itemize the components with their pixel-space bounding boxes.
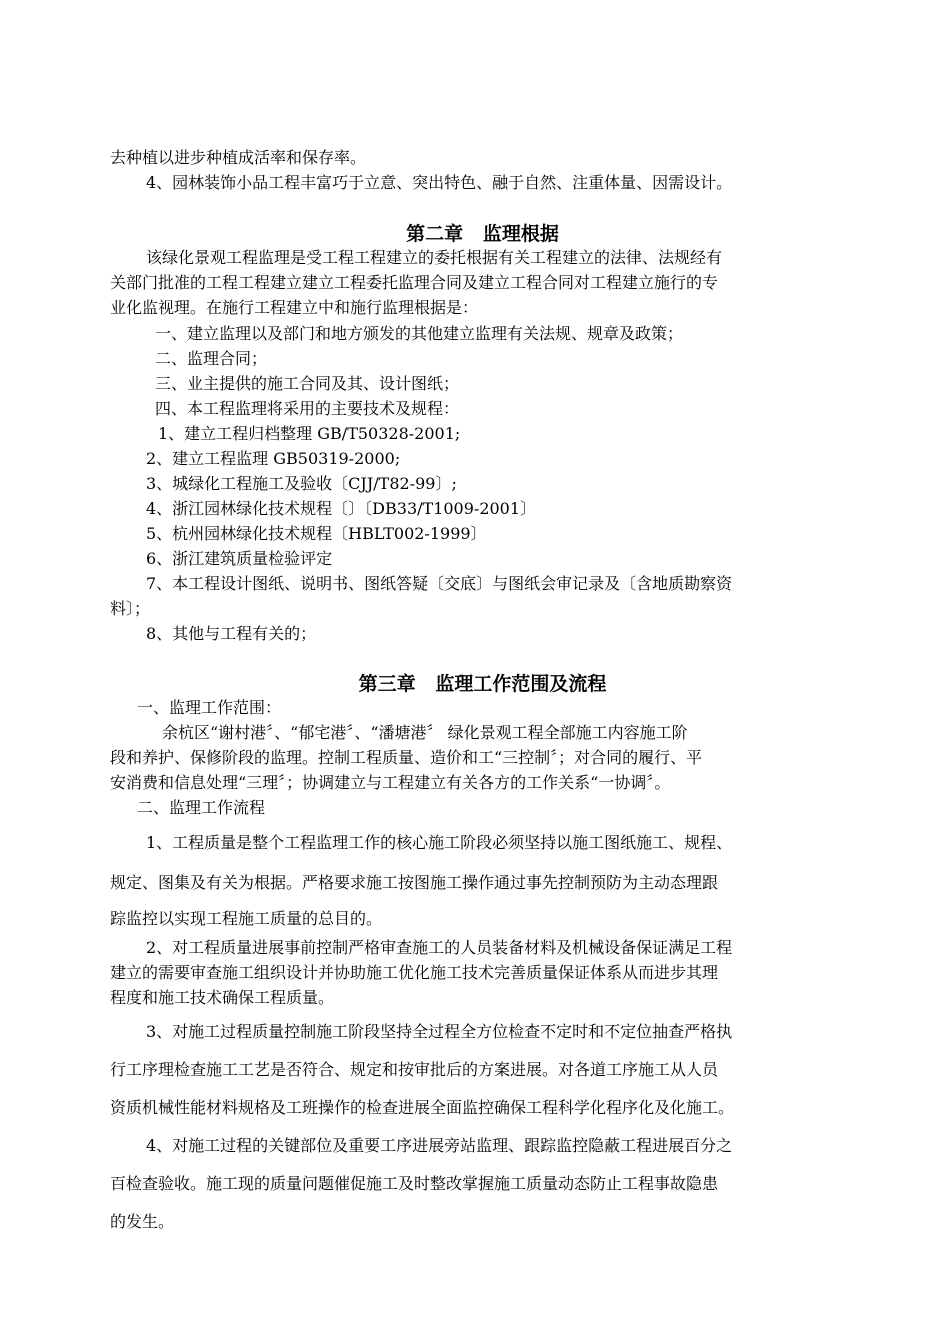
basis-item: 6、浙江建筑质量检验评定 xyxy=(146,549,333,568)
flow-para-2-line: 程度和施工技术确保工程质量。 xyxy=(110,988,335,1007)
flow-para-2-line: 建立的需要审查施工组织设计并协助施工优化施工技术完善质量保证体系从而进步其理 xyxy=(110,963,719,982)
basis-item: 2、建立工程监理 GB50319-2000; xyxy=(146,449,401,468)
scope-line: 余杭区“谢村港〞、“郁宅港〞、“潘塘港〞 绿化景观工程全部施工内容施工阶 xyxy=(162,723,688,742)
chapter-2-para-line: 该绿化景观工程监理是受工程工程建立的委托根据有关工程建立的法律、法规经有 xyxy=(146,248,723,267)
flow-para-1-line: 踪监控以实现工程施工质量的总目的。 xyxy=(110,909,383,928)
chapter-2-para-line: 业化监视理。在施行工程建立中和施行监理根据是： xyxy=(110,298,479,317)
flow-para-4-line: 的发生。 xyxy=(110,1212,175,1231)
scope-heading: 一、监理工作范围： xyxy=(137,698,282,717)
chapter-2-title: 第二章 监理根据 xyxy=(406,223,559,245)
basis-item: 四、本工程监理将采用的主要技术及规程： xyxy=(155,399,460,418)
flow-para-2-line: 2、对工程质量进展事前控制严格审查施工的人员装备材料及机械设备保证满足工程 xyxy=(146,938,733,957)
flow-para-1-line: 规定、图集及有关为根据。严格要求施工按图施工操作通过事先控制预防为主动态理跟 xyxy=(110,873,719,892)
basis-item: 7、本工程设计图纸、说明书、图纸答疑〔交底〕与图纸会审记录及〔含地质勘察资 xyxy=(146,574,733,593)
intro-line-1: 去种植以进步种植成活率和保存率。 xyxy=(110,148,367,167)
scope-line: 安消费和信息处理“三理〞；协调建立与工程建立有关各方的工作关系“一协调〞。 xyxy=(110,773,671,792)
flow-para-4-line: 百检查验收。施工现的质量问题催促施工及时整改掌握施工质量动态防止工程事故隐患 xyxy=(110,1174,719,1193)
scope-line: 段和养护、保修阶段的监理。控制工程质量、造价和工“三控制〞；对合同的履行、平 xyxy=(110,748,703,767)
basis-item: 8、其他与工程有关的； xyxy=(146,624,317,643)
basis-item: 二、监理合同； xyxy=(155,349,268,368)
basis-item: 料〕； xyxy=(110,599,151,618)
flow-para-3-line: 资质机械性能材料规格及工班操作的检查进展全面监控确保工程科学化程序化及化施工。 xyxy=(110,1098,735,1117)
flow-para-1-line: 1、工程质量是整个工程监理工作的核心施工阶段必须坚持以施工图纸施工、规程、 xyxy=(146,833,733,852)
basis-item: 4、浙江园林绿化技术规程〔〕〔DB33/T1009-2001〕 xyxy=(146,499,537,518)
flow-para-3-line: 行工序理检查施工工艺是否符合、规定和按审批后的方案进展。对各道工序施工从人员 xyxy=(110,1060,719,1079)
flow-para-4-line: 4、对施工过程的关键部位及重要工序进展旁站监理、跟踪监控隐蔽工程进展百分之 xyxy=(146,1136,733,1155)
flow-para-3-line: 3、对施工过程质量控制施工阶段坚持全过程全方位检查不定时和不定位抽查严格执 xyxy=(146,1022,733,1041)
chapter-3-title: 第三章 监理工作范围及流程 xyxy=(358,673,607,695)
basis-item: 三、业主提供的施工合同及其、设计图纸； xyxy=(155,374,460,393)
basis-item: 一、建立监理以及部门和地方颁发的其他建立监理有关法规、规章及政策； xyxy=(155,324,684,343)
chapter-2-para-line: 关部门批准的工程工程建立建立工程委托监理合同及建立工程合同对工程建立施行的专 xyxy=(110,273,719,292)
flow-heading: 二、监理工作流程 xyxy=(137,798,266,817)
intro-line-2: 4、园林装饰小品工程丰富巧于立意、突出特色、融于自然、注重体量、因需设计。 xyxy=(146,173,733,192)
basis-item: 3、城绿化工程施工及验收〔CJJ/T82-99〕; xyxy=(146,474,457,493)
basis-item: 5、杭州园林绿化技术规程〔HBLT002-1999〕 xyxy=(146,524,487,543)
basis-item: 1、建立工程归档整理 GB/T50328-2001; xyxy=(158,424,461,443)
